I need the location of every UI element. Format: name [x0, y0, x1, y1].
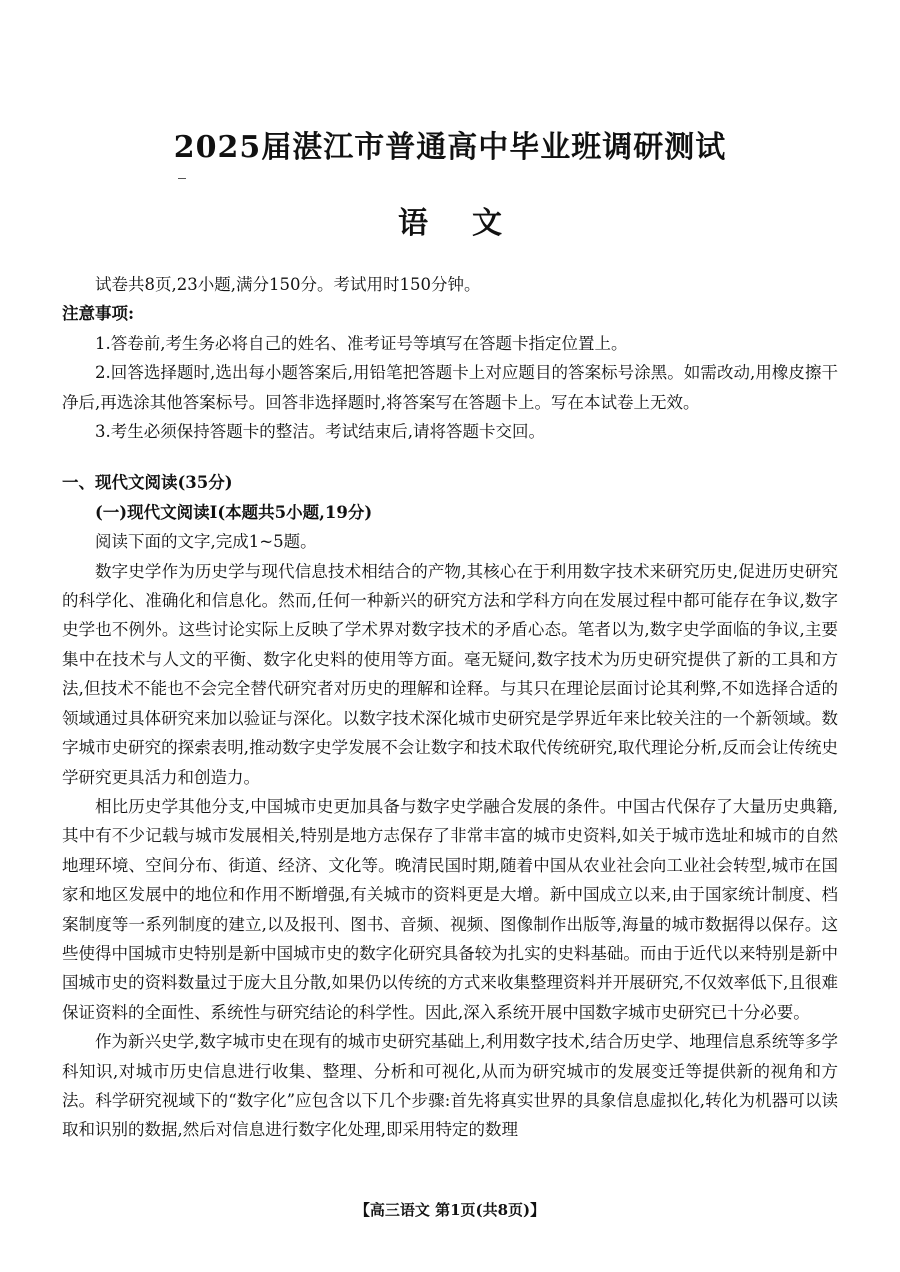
section-heading: 一、现代文阅读(35分)	[62, 473, 233, 493]
passage-paragraph: 数字史学作为历史学与现代信息技术相结合的产物,其核心在于利用数字技术来研究历史,促进历史研究的科学化、准确化和信息化。然而,任何一种新兴的研究方法和学科方向在发展过程中都可能存在争议,数字史学也不例外。这些讨论实际上反映了学术界对数字技术的矛盾心态。笔者以为,数字史学面临的争议,主要集中在技术与人文的平衡、数字化史料的使用等方面。毫无疑问,数字技术为历史研究提供了新的工具和方法,但技术不能也不会完全替代研究者对历史的理解和诠释。与其只在理论层面讨论其利弊,不如选择合适的领域通过具体研究来加以验证与深化。以数字技术深化城市史研究是学界近年来比较关注的一个新领域。数字城市史研究的探索表明,推动数字史学发展不会让数字和技术取代传统研究,取代理论分析,反而会让传统史学研究更具活力和创造力。	[62, 561, 838, 787]
print-mark	[178, 178, 186, 179]
reading-instruction: 阅读下面的文字,完成1~5题。	[95, 532, 317, 552]
notice-item: 3.考生必须保持答题卡的整洁。考试结束后,请将答题卡交回。	[95, 422, 545, 442]
exam-info: 试卷共8页,23小题,满分150分。考试用时150分钟。	[95, 275, 481, 294]
passage-paragraph: 相比历史学其他分支,中国城市史更加具备与数字史学融合发展的条件。中国古代保存了大量历史典籍,其中有不少记载与城市发展相关,特别是地方志保存了非常丰富的城市史资料,如关于城市选址和城市的自然地理环境、空间分布、街道、经济、文化等。晚清民国时期,随着中国从农业社会向工业社会转型,城市在国家和地区发展中的地位和作用不断增强,有关城市的资料更是大增。新中国成立以来,由于国家统计制度、档案制度等一系列制度的建立,以及报刊、图书、音频、视频、图像制作出版等,海量的城市数据得以保存。这些使得中国城市史特别是新中国城市史的数字化研究具备较为扎实的史料基础。而由于近代以来特别是新中国城市史的资料数量过于庞大且分散,如果仍以传统的方式来收集整理资料并开展研究,不仅效率低下,且很难保证资料的全面性、系统性与研究结论的科学性。因此,深入系统开展中国数字城市史研究已十分必要。	[62, 796, 838, 1022]
notice-heading: 注意事项:	[62, 304, 135, 324]
exam-body	[62, 270, 838, 1145]
section-subheading: (一)现代文阅读Ⅰ(本题共5小题,19分)	[95, 502, 373, 522]
passage-paragraph: 作为新兴史学,数字城市史在现有的城市史研究基础上,利用数字技术,结合历史学、地理信息系统等多学科知识,对城市历史信息进行收集、整理、分析和可视化,从而为研究城市的发展变迁等提供新的视角和方法。科学研究视域下的“数字化”应包含以下几个步骤:首先将真实世界的具象信息虚拟化,转化为机器可以读取和识别的数据,然后对信息进行数字化处理,即采用特定的数理	[62, 1032, 838, 1140]
section-gap	[62, 446, 838, 468]
subject-title: 语文	[398, 206, 546, 241]
notice-item: 2.回答选择题时,选出每小题答案后,用铅笔把答题卡上对应题目的答案标号涂黑。如需改动,用橡皮擦干净后,再选涂其他答案标号。回答非选择题时,将答案写在答题卡上。写在本试卷上无效。	[62, 363, 838, 412]
page-footer: 【高三语文 第1页(共8页)】	[354, 1201, 546, 1219]
exam-title: 2025届湛江市普通高中毕业班调研测试	[173, 130, 727, 165]
notice-item: 1.答卷前,考生务必将自己的姓名、准考证号等填写在答题卡指定位置上。	[95, 333, 628, 353]
